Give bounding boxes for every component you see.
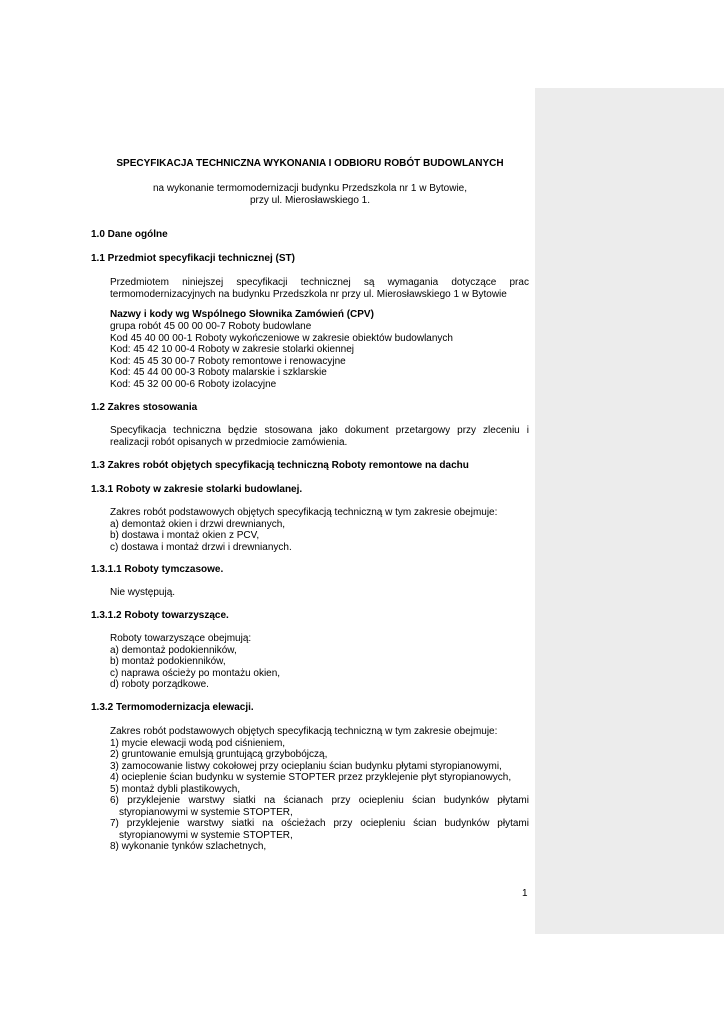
list-item: 1) mycie elewacji wodą pod ciśnieniem,	[110, 737, 286, 749]
list-1-3-1	[110, 507, 497, 553]
list-item: b) dostawa i montaż okien z PCV,	[110, 530, 260, 541]
list-item: Zakres robót podstawowych objętych specyfikacją techniczną w tym zakresie obejmuje:	[110, 507, 498, 518]
list-item: 3) zamocowanie listwy cokołowej przy ocieplaniu ścian budynku płytami styropianowymi,	[110, 760, 502, 772]
list-item: 2) gruntowanie emulsją gruntującą grzybobójczą,	[110, 749, 328, 760]
paragraph-1-2-line-2: realizacji robót opisanych w przedmiocie zamówienia.	[110, 436, 348, 448]
subtitle-line-2: przy ul. Mierosławskiego 1.	[249, 195, 371, 206]
word: prac	[509, 277, 529, 288]
cpv-item: Kod 45 40 00 00-1 Roboty wykończeniowe w zakresie obiektów budowlanych	[110, 332, 453, 344]
list-item: 8) wykonanie tynków szlachetnych,	[110, 841, 267, 852]
list-item: Roboty towarzyszące obejmują:	[110, 633, 252, 644]
word: specyfikacji	[236, 277, 288, 288]
list-1-3-1-2	[110, 633, 280, 691]
heading-1-3-1: 1.3.1 Roboty w zakresie stolarki budowlanej.	[91, 484, 303, 495]
word: wymagania	[387, 277, 439, 288]
document-title: SPECYFIKACJA TECHNICZNA WYKONANIA I ODBIORU ROBÓT BUDOWLANYCH	[116, 158, 504, 169]
paragraph-1-2-line-1: Specyfikacja techniczna będzie stosowana jako dokument przetargowy przy zleceniu i	[110, 425, 529, 436]
heading-1-1: 1.1 Przedmiot specyfikacji technicznej (ST)	[91, 253, 295, 264]
paragraph-1-1-line-2: termomodernizacyjnych na budynku Przedszkola nr przy ul. Mierosławskiego 1 w Bytowie	[110, 288, 507, 300]
subtitle-line-1: na wykonanie termomodernizacji budynku Przedszkola nr 1 w Bytowie,	[152, 183, 468, 194]
word: technicznej	[300, 277, 351, 288]
list-item: b) montaż podokienników,	[110, 656, 226, 667]
cpv-item: Kod: 45 32 00 00-6 Roboty izolacyjne	[110, 378, 277, 390]
list-item: a) demontaż okien i drzwi drewnianych,	[110, 518, 286, 530]
cpv-heading: Nazwy i kody wg Wspólnego Słownika Zamówień (CPV)	[110, 309, 374, 320]
heading-1-3: 1.3 Zakres robót objętych specyfikacją techniczną Roboty remontowe na dachu	[91, 460, 469, 471]
list-item: c) naprawa ościeży po montażu okien,	[110, 667, 281, 679]
heading-1-0: 1.0 Dane ogólne	[91, 229, 168, 240]
list-item-7-line-2: styropianowymi w systemie STOPTER,	[119, 829, 293, 841]
list-item: Zakres robót podstawowych objętych specyfikacją techniczną w tym zakresie obejmuje:	[110, 726, 498, 737]
cpv-item: Kod: 45 42 10 00-4 Roboty w zakresie stolarki okiennej	[110, 344, 355, 355]
word: Przedmiotem	[110, 277, 169, 288]
paragraph-1-2	[110, 425, 529, 448]
cpv-item: Kod: 45 45 30 00-7 Roboty remontowe i renowacyjne	[110, 355, 346, 367]
word: dotyczące	[451, 277, 497, 288]
list-item: 5) montaż dybli plastikowych,	[110, 783, 241, 795]
list-item: a) demontaż podokienników,	[110, 644, 237, 656]
cpv-item: Kod: 45 44 00 00-3 Roboty malarskie i szklarskie	[110, 367, 327, 378]
list-item: d) roboty porządkowe.	[110, 679, 209, 690]
word: niniejszej	[182, 277, 224, 288]
list-item-7-line-1: 7) przyklejenie warstwy siatki na ościeżach przy ociepleniu ścian budynków płytami	[110, 818, 529, 829]
list-item-6-line-1: 6) przyklejenie warstwy siatki na ścianach przy ociepleniu ścian budynków płytami	[110, 795, 529, 806]
heading-1-3-1-1: 1.3.1.1 Roboty tymczasowe.	[91, 564, 224, 575]
list-item-6-line-2: styropianowymi w systemie STOPTER,	[119, 806, 293, 818]
word: są	[363, 277, 375, 288]
paragraph-1-3-1-1: Nie występują.	[110, 587, 176, 598]
paragraph-1-1	[110, 277, 529, 300]
heading-1-3-1-2: 1.3.1.2 Roboty towarzyszące.	[91, 610, 229, 621]
list-1-3-2	[110, 726, 529, 853]
heading-1-3-2: 1.3.2 Termomodernizacja elewacji.	[91, 702, 254, 713]
comment-pane	[535, 88, 724, 934]
cpv-list	[110, 321, 453, 390]
heading-1-2: 1.2 Zakres stosowania	[91, 402, 198, 413]
list-item: c) dostawa i montaż drzwi i drewnianych.	[110, 541, 292, 553]
page-number: 1	[522, 888, 528, 899]
paragraph-1-1-line-1	[110, 277, 529, 289]
cpv-item: grupa robót 45 00 00 00-7 Roboty budowlane	[110, 321, 312, 332]
list-item: 4) ocieplenie ścian budynku w systemie STOPTER przez przyklejenie płyt styropianowych,	[110, 772, 512, 783]
